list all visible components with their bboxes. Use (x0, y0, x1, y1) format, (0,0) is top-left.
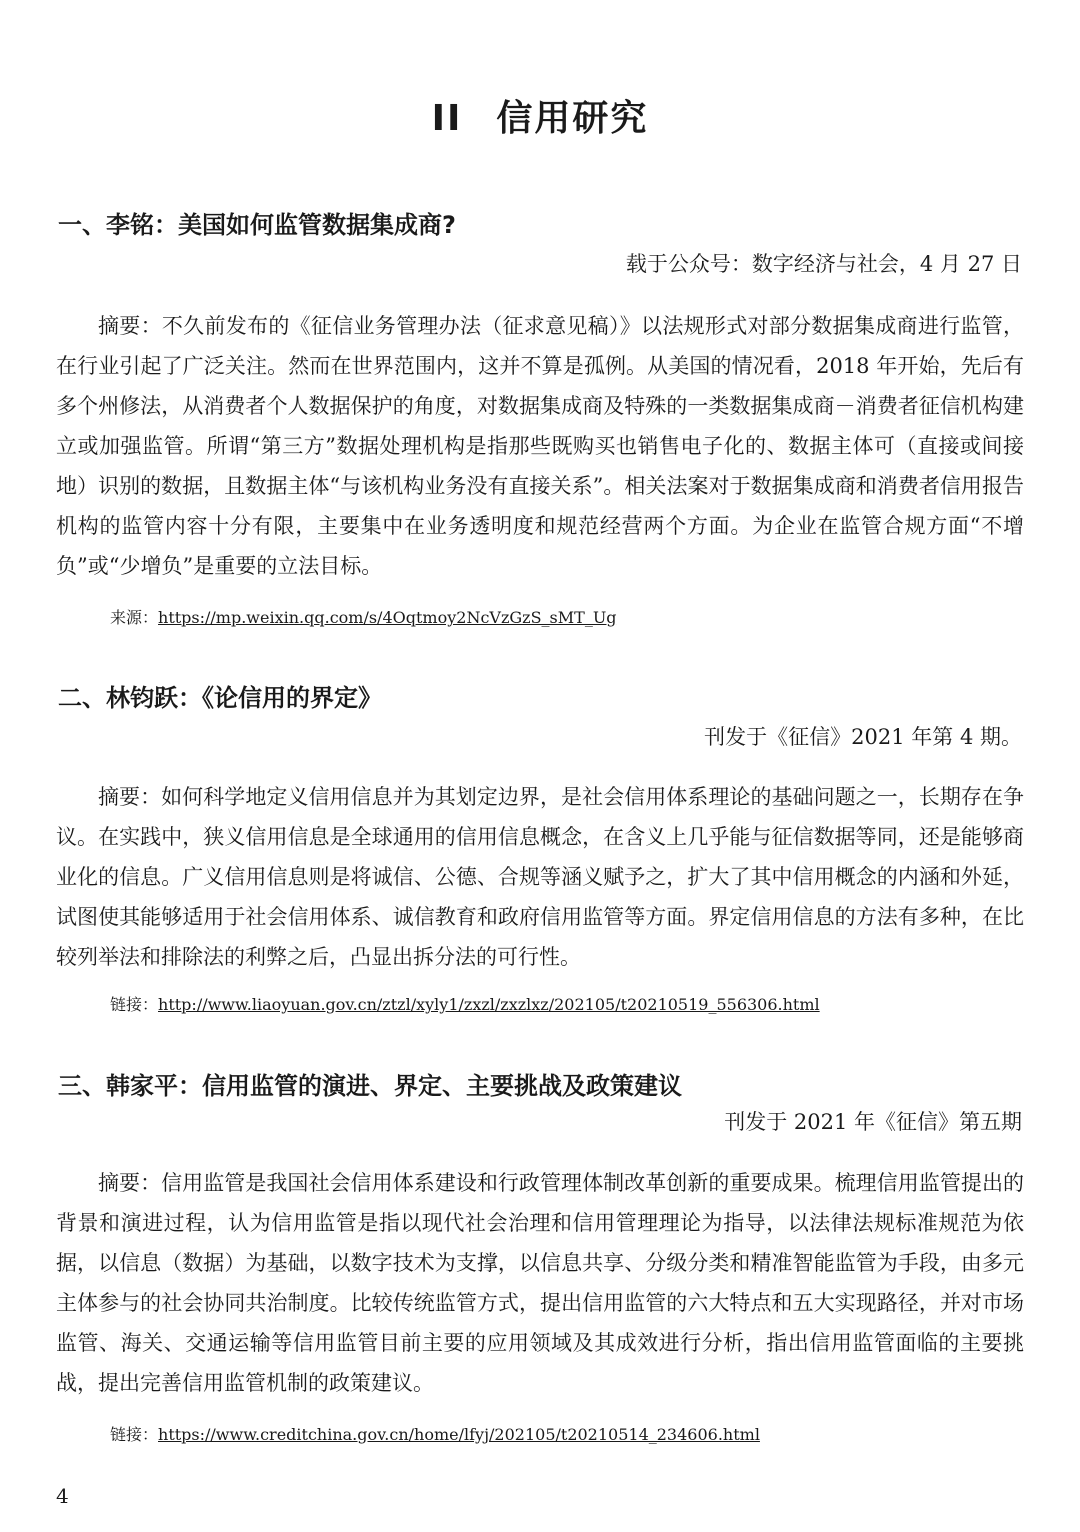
article-3-link-line (110, 1422, 760, 1445)
page-number: 4 (56, 1484, 69, 1508)
section-title (0, 90, 1080, 141)
article-3-abstract: 摘要：信用监管是我国社会信用体系建设和行政管理体制改革创新的重要成果。梳理信用监管提出的背景和演进过程，认为信用监管是指以现代社会治理和信用管理理论为指导，以法律法规标准规范为依据，以信息（数据）为基础，以数字技术为支撑，以信息共享、分级分类和精准智能监管为手段，由多元主体参与的社会协同共治制度。比较传统监管方式，提出信用监管的六大特点和五大实现路径，并对市场监管、海关、交通运输等信用监管目前主要的应用领域及其成效进行分析，指出信用监管面临的主要挑战，提出完善信用监管机制的政策建议。 (56, 1171, 1024, 1395)
article-2-heading: 二、林钧跃：《论信用的界定》 (58, 684, 382, 712)
article-2-link-line (110, 992, 820, 1015)
article-3-heading: 三、韩家平：信用监管的演进、界定、主要挑战及政策建议 (58, 1072, 682, 1100)
article-1-abstract: 摘要：不久前发布的《征信业务管理办法（征求意见稿）》以法规形式对部分数据集成商进行监管，在行业引起了广泛关注。然而在世界范围内，这并不算是孤例。从美国的情况看，2018 年开始，先后有多个州修法，从消费者个人数据保护的角度，对数据集成商及特殊的一类数据集成商－消费者征信机构建立或加强监管。所谓“第三方”数据处理机构是指那些既购买也销售电子化的、数据主体可（直接或间接地）识别的数据，且数据主体“与该机构业务没有直接关系”。相关法案对于数据集成商和消费者信用报告机构的监管内容十分有限，主要集中在业务透明度和规范经营两个方面。为企业在监管合规方面“不增负”或“少增负”是重要的立法目标。 (56, 314, 1024, 578)
section-number: II (431, 98, 463, 139)
article-1-link[interactable]: https://mp.weixin.qq.com/s/4Oqtmoy2NcVzGzS_sMT_Ug (158, 608, 617, 627)
link-label: 链接： (110, 1425, 159, 1444)
article-1-link-line (110, 605, 617, 628)
article-1-heading: 一、李铭：美国如何监管数据集成商? (58, 211, 456, 239)
section-title-text: 信用研究 (496, 98, 649, 139)
article-2-abstract: 摘要：如何科学地定义信用信息并为其划定边界，是社会信用体系理论的基础问题之一，长期存在争议。在实践中，狭义信用信息是全球通用的信用信息概念，在含义上几乎能与征信数据等同，还是能够商业化的信息。广义信用信息则是将诚信、公德、合规等涵义赋予之，扩大了其中信用概念的内涵和外延，试图使其能够适用于社会信用体系、诚信教育和政府信用监管等方面。界定信用信息的方法有多种，在比较列举法和排除法的利弊之后，凸显出拆分法的可行性。 (56, 785, 1024, 969)
article-3-link[interactable]: https://www.creditchina.gov.cn/home/lfyj/202105/t20210514_234606.html (158, 1425, 760, 1444)
link-label: 来源： (110, 608, 159, 627)
article-2-source: 刊发于《征信》2021 年第 4 期。 (704, 725, 1022, 749)
article-1-source: 载于公众号：数字经济与社会，4 月 27 日 (625, 252, 1022, 276)
article-3-source: 刊发于 2021 年《征信》第五期 (724, 1110, 1022, 1134)
article-2-link[interactable]: http://www.liaoyuan.gov.cn/ztzl/xyly1/zxzl/zxzlxz/202105/t20210519_556306.html (158, 995, 820, 1014)
link-label: 链接： (110, 995, 159, 1014)
